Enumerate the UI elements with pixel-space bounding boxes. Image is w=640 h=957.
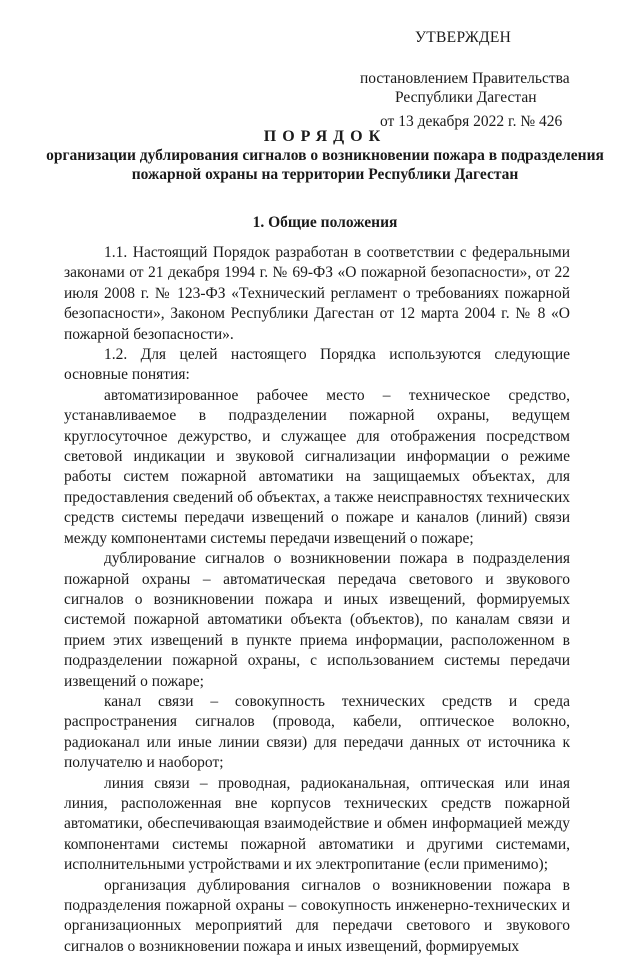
approval-line-3: от 13 декабря 2022 г. № 426 (380, 113, 563, 130)
paragraph-1-2: 1.2. Для целей настоящего Порядка используются следующие основные понятия: (64, 346, 570, 384)
definition-communication-line: линия связи – проводная, радиоканальная, оптическая или иная линия, расположенная вне корпусов технических средств пожарной автоматики, обеспечивающая взаимодействие и обмен информацией между компонентами системы пожарной автоматики и другими системами, исполнительными устройствами и их электропитание (если применимо); (64, 774, 570, 874)
approval-heading: УТВЕРЖДЕН (415, 29, 512, 46)
approval-line-2: Республики Дагестан (395, 89, 537, 106)
definition-communication-channel: канал связи – совокупность технических средств и среда распространения сигналов (провода, кабели, оптическое волокно, радиоканал или иные линии связи) для передачи данных от источника к получателю и наоборот; (64, 692, 570, 772)
section-heading: 1. Общие положения (252, 214, 398, 231)
definition-signal-duplication: дублирование сигналов о возникновении пожара в подразделения пожарной охраны – автоматическая передача светового и звукового сигналов о возникновении пожара и иных извещений, формируемых системой пожарной автоматики объекта (объектов), по каналам связи и прием этих извещений в пункте приема информации, расположенном в подразделении пожарной охраны, с использованием системы передачи извещений о пожаре; (64, 550, 570, 690)
paragraph-1-1: 1.1. Настоящий Порядок разработан в соответствии с федеральными законами от 21 декабря 1994 г. № 69-ФЗ «О пожарной безопасности», от 22 июля 2008 г. № 123-ФЗ «Технический регламент о требованиях пожарной безопасности», Законом Республики Дагестан от 12 марта 2004 г. № 8 «О пожарной безопасности». (64, 244, 570, 343)
approval-line-1: постановлением Правительства (360, 70, 570, 87)
document-title: ПОРЯДОК (263, 128, 387, 145)
definition-duplication-organization: организация дублирования сигналов о возникновении пожара в подразделения пожарной охраны – совокупность инженерно-технических и организационных мероприятий для передачи светового и звукового сигналов о возникновении пожара и иных извещений, формируемых (64, 876, 570, 955)
approval-stamp (350, 28, 580, 131)
definition-workstation: автоматизированное рабочее место – техническое средство, устанавливаемое в подразделении пожарной охраны, ведущем круглосуточное дежурство, и служащее для отображения посредством световой индикации и звуковой сигнализации информации о режиме работы систем пожарной автоматики на защищаемых объектах, для предоставления сведений об объектах, а также неисправностях технических средств системы передачи извещений о пожаре и каналов (линий) связи между компонентами системы передачи извещений о пожаре; (64, 386, 570, 547)
document-subtitle: организации дублирования сигналов о возникновении пожара в подразделения пожарной охраны на территории Республики Дагестан (46, 147, 604, 183)
document-body (64, 243, 570, 957)
